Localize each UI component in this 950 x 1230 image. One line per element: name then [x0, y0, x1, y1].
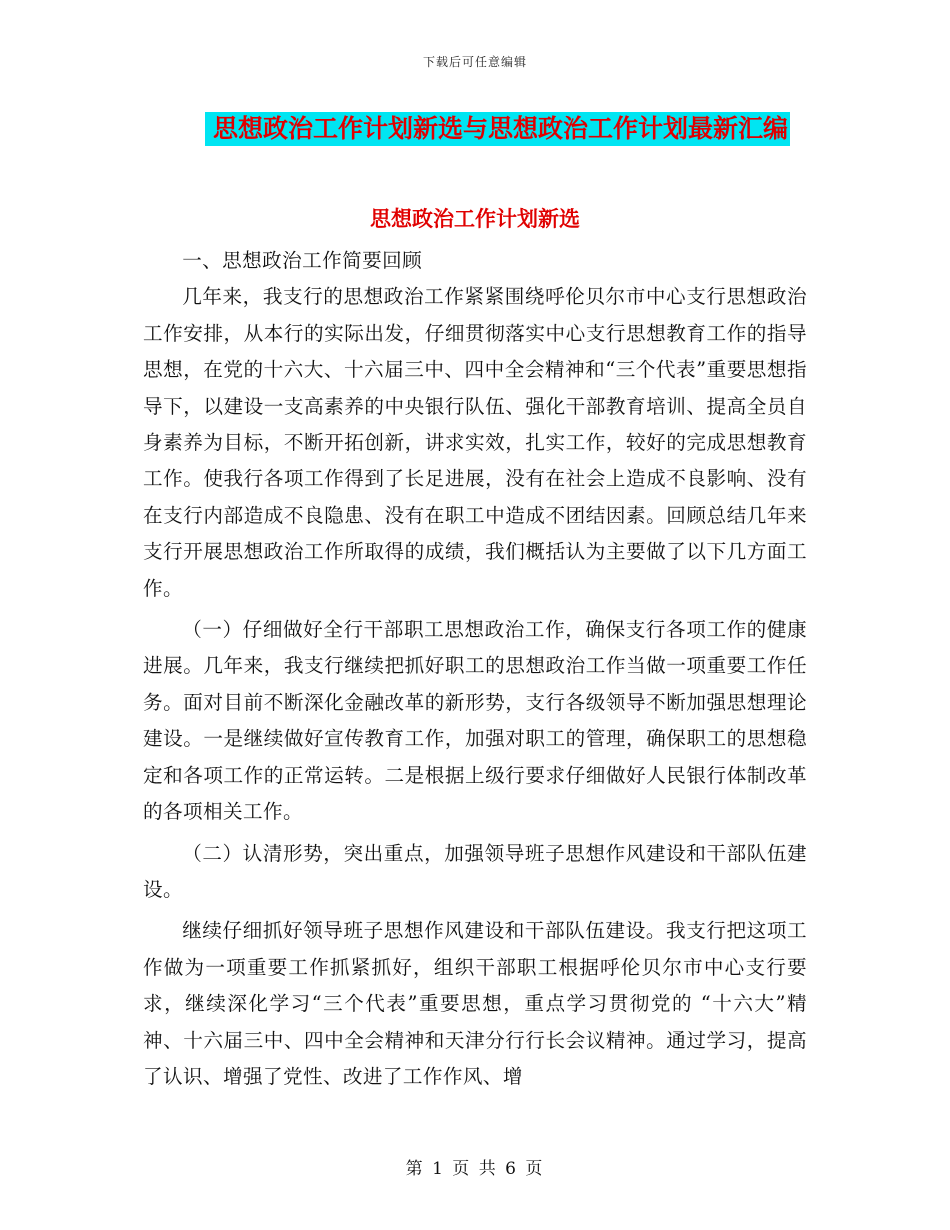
body-text: [143, 243, 807, 1095]
header-note: 下载后可任意编辑: [422, 55, 527, 69]
main-title-container: [0, 112, 950, 146]
paragraph: 继续仔细抓好领导班子思想作风建设和干部队伍建设。我支行把这项工作做为一项重要工作抓紧抓好，组织干部职工根据呼伦贝尔市中心支行要求，继续深化学习“三个代表”重要思想，重点学习贯彻党的 “十六大”精神、十六届三中、四中全会精神和天津分行行长会议精神。通过学习，提高了认识、增强了党性、改进了工作作风、增: [143, 919, 807, 1088]
main-title: 思想政治工作计划新选与思想政治工作计划最新汇编: [205, 112, 790, 146]
paragraph-heading: 一、思想政治工作简要回顾: [182, 249, 423, 272]
paragraph: （二）认清形势，突出重点，加强领导班子思想作风建设和干部队伍建设。: [143, 841, 807, 901]
paragraph: 几年来，我支行的思想政治工作紧紧围绕呼伦贝尔市中心支行思想政治工作安排，从本行的实际出发，仔细贯彻落实中心支行思想教育工作的指导思想，在党的十六大、十六届三中、四中全会精神和“三个代表”重要思想指导下，以建设一支高素养的中央银行队伍、强化干部教育培训、提高全员自身素养为目标，不断开拓创新，讲求实效，扎实工作，较好的完成思想教育工作。使我行各项工作得到了长足进展，没有在社会上造成不良影响、没有在支行内部造成不良隐患、没有在职工中造成不团结因素。回顾总结几年来支行开展思想政治工作所取得的成绩，我们概括认为主要做了以下几方面工作。: [143, 285, 807, 600]
section-title: 思想政治工作计划新选: [370, 207, 580, 231]
paragraph: （一）仔细做好全行干部职工思想政治工作，确保支行各项工作的健康进展。几年来，我支行继续把抓好职工的思想政治工作当做一项重要工作任务。面对目前不断深化金融改革的新形势，支行各级领导不断加强思想理论建设。一是继续做好宣传教育工作，加强对职工的管理，确保职工的思想稳定和各项工作的正常运转。二是根据上级行要求仔细做好人民银行体制改革的各项相关工作。: [143, 618, 807, 824]
page-footer: 第 1 页 共 6 页: [405, 1159, 545, 1179]
